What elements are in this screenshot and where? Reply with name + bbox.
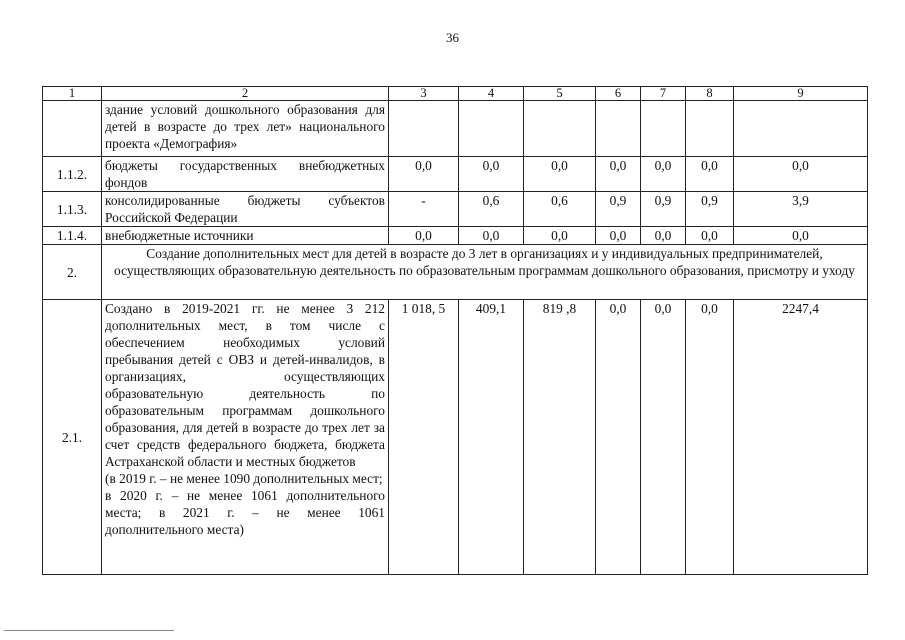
- value-cell: 0,0: [641, 157, 686, 192]
- row-description: бюджеты государственных внебюджетных фондов: [102, 157, 389, 192]
- value-cell: [641, 101, 686, 157]
- value-cell: [596, 101, 641, 157]
- table-row: [43, 157, 868, 192]
- row-description: [102, 300, 389, 575]
- value-cell: 1 018, 5: [389, 300, 459, 575]
- column-header: 3: [389, 87, 459, 101]
- value-cell: 819 ,8: [524, 300, 596, 575]
- column-header: 7: [641, 87, 686, 101]
- row-description-main: Создано в 2019-2021 гг. не менее 3 212 дополнительных мест, в том числе с обеспечением необходимых условий пребывания детей с ОВЗ и детей-инвалидов, в организациях, осуществляющих образовательную деятельность по образовательным программам дошкольного образования, для детей в возрасте до трех лет за счет средств федерального бюджета, бюджета Астраханской области и местных бюджетов: [105, 301, 385, 469]
- value-cell: [389, 101, 459, 157]
- value-cell: 0,0: [389, 157, 459, 192]
- value-cell: 0,0: [524, 157, 596, 192]
- value-cell: 0,0: [734, 157, 868, 192]
- value-cell: 0,0: [641, 300, 686, 575]
- value-cell: 0,9: [686, 192, 734, 227]
- table-row: [43, 300, 868, 575]
- value-cell: 0,0: [734, 227, 868, 245]
- row-number: 2.1.: [43, 300, 102, 575]
- value-cell: [734, 101, 868, 157]
- row-description-2020-2021: в 2020 г. – не менее 1061 дополнительного места; в 2021 г. – не менее 1061 дополнительного места): [105, 488, 385, 537]
- row-description-2019: (в 2019 г. – не менее 1090 дополнительных мест;: [105, 471, 383, 486]
- value-cell: 0,0: [596, 227, 641, 245]
- column-header-row: [43, 87, 868, 101]
- value-cell: 0,0: [524, 227, 596, 245]
- value-cell: [459, 101, 524, 157]
- row-number: 1.1.4.: [43, 227, 102, 245]
- value-cell: 0,6: [459, 192, 524, 227]
- row-number: 1.1.3.: [43, 192, 102, 227]
- page-number: 36: [446, 30, 459, 45]
- table-row: [43, 245, 868, 300]
- value-cell: 0,0: [459, 157, 524, 192]
- value-cell: 0,6: [524, 192, 596, 227]
- value-cell: 3,9: [734, 192, 868, 227]
- value-cell: 0,9: [596, 192, 641, 227]
- column-header: 5: [524, 87, 596, 101]
- column-header: 2: [102, 87, 389, 101]
- value-cell: 0,0: [596, 157, 641, 192]
- row-number: [43, 101, 102, 157]
- value-cell: [686, 101, 734, 157]
- value-cell: [524, 101, 596, 157]
- value-cell: 0,0: [686, 300, 734, 575]
- value-cell: 2247,4: [734, 300, 868, 575]
- scan-artifact-line: [4, 630, 174, 631]
- value-cell: 0,0: [459, 227, 524, 245]
- column-header: 1: [43, 87, 102, 101]
- section-heading: Создание дополнительных мест для детей в возрасте до 3 лет в организациях и у индивидуальных предпринимателей, осуществляющих образовательную деятельность по образовательным программам дошкольного образования, присмотру и уходу: [102, 245, 868, 300]
- row-description: консолидированные бюджеты субъектов Российской Федерации: [102, 192, 389, 227]
- column-header: 4: [459, 87, 524, 101]
- value-cell: 409,1: [459, 300, 524, 575]
- column-header: 6: [596, 87, 641, 101]
- table-row: [43, 227, 868, 245]
- value-cell: 0,0: [686, 227, 734, 245]
- row-description: здание условий дошкольного образования для детей в возрасте до трех лет» национального проекта «Демография»: [102, 101, 389, 157]
- column-header: 9: [734, 87, 868, 101]
- table-row: [43, 192, 868, 227]
- row-number: 2.: [43, 245, 102, 300]
- value-cell: -: [389, 192, 459, 227]
- column-header: 8: [686, 87, 734, 101]
- row-number: 1.1.2.: [43, 157, 102, 192]
- value-cell: 0,0: [641, 227, 686, 245]
- value-cell: 0,0: [686, 157, 734, 192]
- row-description: внебюджетные источники: [102, 227, 389, 245]
- budget-table: [42, 86, 868, 575]
- table-row: [43, 101, 868, 157]
- value-cell: 0,0: [389, 227, 459, 245]
- value-cell: 0,9: [641, 192, 686, 227]
- value-cell: 0,0: [596, 300, 641, 575]
